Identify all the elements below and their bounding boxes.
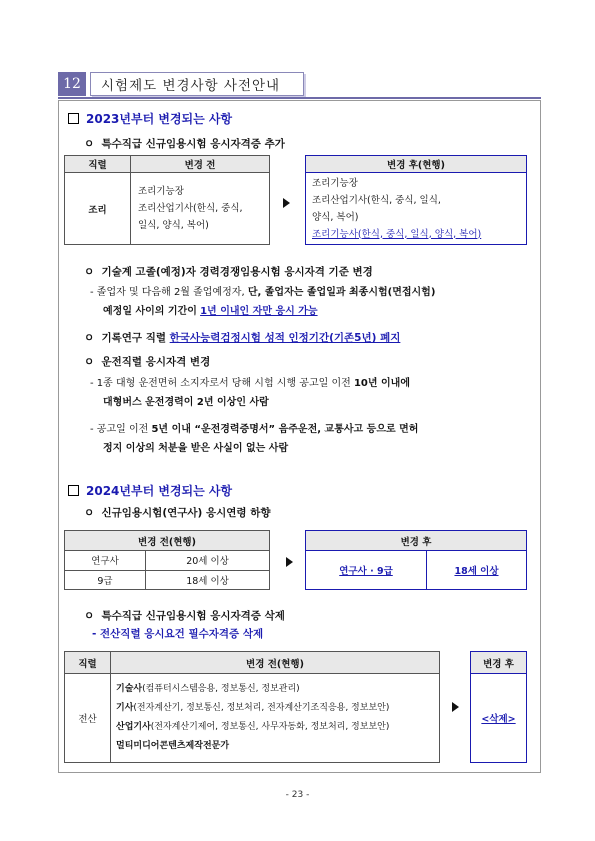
table-age-before (64, 530, 270, 590)
col-age-before: 변경 전(현행) (65, 531, 270, 551)
driver-detail-3: - 공고일 이전 5년 이내 “운전경력증명서” 음주운전, 교통사고 등으로 면허 (90, 424, 419, 435)
table-cook-after (305, 155, 527, 245)
section-number: 12 (58, 72, 86, 96)
header-rule (58, 97, 541, 99)
bullet-driver: ㅇ 운전직렬 응시자격 변경 (84, 356, 211, 368)
highschool-detail-2: 예정일 사이의 기간이 1년 이내인 자만 응시 가능 (103, 306, 318, 317)
cert-delete-sub: - 전산직렬 응시요건 필수자격증 삭제 (92, 628, 264, 640)
arrow-right-icon (286, 557, 293, 567)
age-row-1-b: 20세 이상 (146, 551, 270, 571)
square-bullet-icon (68, 113, 79, 124)
col-after: 변경 후(현행) (306, 156, 527, 173)
col-it-before: 변경 전(현행) (111, 652, 440, 674)
table-it-before (64, 651, 440, 763)
driver-detail-2: 대형버스 운전경력이 2년 이상인 사람 (103, 397, 269, 408)
after-list: 조리기능장 조리산업기사(한식, 중식, 일식, 양식, 복어) 조리기능사(한식, 중식, 일식, 양식, 복어) (306, 173, 527, 245)
driver-detail-1: - 1종 대형 운전면허 소지자로서 당해 시험 시행 공고일 이전 10년 이내에 (90, 378, 410, 389)
age-row-1-a: 연구사 (65, 551, 146, 571)
heading-2023-text: 2023년부터 변경되는 사항 (86, 112, 233, 126)
age-after-b: 18세 이상 (427, 551, 527, 590)
col-before: 변경 전 (131, 156, 270, 173)
page-number: - 23 - (285, 790, 310, 800)
age-row-2-a: 9급 (65, 570, 146, 590)
rank-it: 전산 (65, 674, 111, 763)
bullet-cert-delete: ㅇ 특수직급 신규임용시험 응시자격증 삭제 (84, 610, 285, 622)
highschool-detail-1: - 졸업자 및 다음해 2월 졸업예정자, 단, 졸업자는 졸업일과 최종시험(면접시험) (90, 287, 436, 298)
rank-cook: 조리 (65, 173, 131, 245)
table-age-after (305, 530, 527, 590)
section-title: 시험제도 변경사항 사전안내 (90, 72, 304, 96)
table-cook-before (64, 155, 270, 245)
age-row-2-b: 18세 이상 (146, 570, 270, 590)
arrow-right-icon (452, 702, 459, 712)
bullet-records: ㅇ 기록연구 직렬 한국사능력검정시험 성적 인정기간(기존5년) 폐지 (84, 332, 401, 344)
heading-2024-text: 2024년부터 변경되는 사항 (86, 484, 233, 498)
square-bullet-icon (68, 485, 79, 496)
col-rank: 직렬 (65, 156, 131, 173)
bullet-age: ㅇ 신규임용시험(연구사) 응시연령 하향 (84, 507, 271, 519)
table-it-after (470, 651, 527, 763)
age-after-a: 연구사 · 9급 (306, 551, 427, 590)
added-cert: 조리기능사(한식, 중식, 일식, 양식, 복어) (312, 228, 482, 240)
driver-detail-4: 정지 이상의 처분을 받은 사실이 없는 사람 (103, 443, 289, 454)
arrow-right-icon (283, 198, 290, 208)
col-it-after: 변경 후 (471, 652, 527, 674)
bullet-highschool: ㅇ 기술계 고졸(예정)자 경력경쟁임용시험 응시자격 기준 변경 (84, 266, 373, 278)
col-age-after: 변경 후 (306, 531, 527, 551)
heading-2023 (68, 110, 232, 127)
it-after-deleted: <삭제> (471, 674, 527, 763)
heading-2024 (68, 482, 232, 499)
col-it-rank: 직렬 (65, 652, 111, 674)
bullet-cert-add: ㅇ 특수직급 신규임용시험 응시자격증 추가 (84, 138, 285, 150)
before-list: 조리기능장 조리산업기사(한식, 중식, 일식, 양식, 복어) (131, 173, 270, 245)
it-cert-list: 기술사(컴퓨터시스템응용, 정보통신, 정보관리) 기사(전자계산기, 정보통신, 정보처리, 전자계산기조직응용, 정보보안) 산업기사(전자계산기제어, 정보통신, 사무자동화, 정보처리, 정보보안) 멀티미디어콘텐츠제작전문가 (111, 674, 440, 763)
